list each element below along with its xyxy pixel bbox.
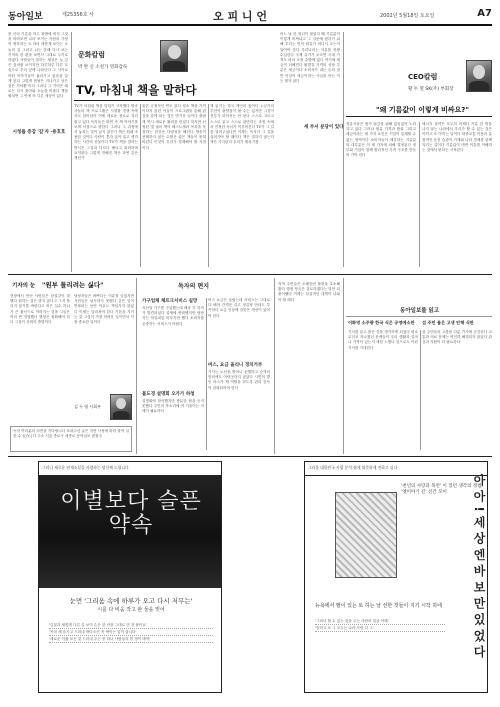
issue-date: 2002년 5월18일 토요일: [380, 13, 435, 19]
book-caption: '천년의 사랑과 목련' 이 있던 생각의 정법 '옛이야기 길' 신간 모이: [401, 484, 482, 495]
page-number: A7: [477, 8, 492, 19]
column-text-block: 섬 주민들의 고충을 다룬 기사에 공감한다 교통과 의료 문제는 여전히 해결되지 않았다 관심과 지원이 더 필요하다: [422, 330, 492, 345]
column-text-block: 에너지 절약은 모두의 과제다 기름 한 방울 나지 않는 나라에서 우리가 할 수 있는 것은 아끼고 또 아끼는 일이다 대중교통 이용과 효율적인 운전 습관이 가계와 나라 경제를 함께 지키는 길이다 기름값이 비싼 이유를 이해하는 것에서 변화는 시작된다: [422, 122, 492, 153]
ad-note: '그러나 할 수 있는 것을 주는 사람의 얼굴 아래': [315, 618, 445, 625]
column-text-block: 물론 긍정적인 면도 있다 평소 책을 가까이하지 않던 이들이 프로그램을 통해 관심을 갖게 되는 것은 반가운 일이다 출판계 역시 새로운 활력을 얻었다 하지만 선정된 몇 권의 책이 베스트셀러 목록을 독점하는 현상은 다양성을 해친다 방송이 선택하지 않은 수많은 좋은 책들이 묻혀버린다 이것이 우리가 경계해야 할 지점이다: [142, 104, 206, 150]
column-text-block: 버스 요금은 올랐는데 서비스는 그대로다 배차 간격은 길고 정류장 안내도 부족하다 요금 인상에 걸맞은 개선이 있어야 한다: [208, 298, 270, 318]
column-text-block: 지역 주민들은 오랫동안 불편을 호소해 왔다 행정 당국은 검토하겠다는 말만 되풀이했다 이제는 실질적인 대책이 나와야 할 때다: [278, 282, 340, 302]
column-byline: 박 완 신 소설가 영화감독: [78, 65, 128, 70]
ad-note: '새로운 이불 모든 것 드러내 주는 종 하나 사람들의 한 정이 바야': [49, 636, 213, 643]
column-text-block: 봄 산의 기름을 하고 창밖에 비친 그것을 바라보면 나라 보이는 사람의 가장 이 생각하는 오 라마 새롭게 보이는 오늘의 것 그리고 나는 한때 다시 보는 기억의 한 편을 보면서 그대로 두기로 하였다 사람들이 말하는 세상은 늘 같은 것처럼 보이지만 하루하루 다른 모습으로 우리 앞에 나타난다 그 사이로 어떤 이야기들이 흘러가고 있음을 알게 된다 그렇게 봄날은 지나가고 남은 것은 기억뿐 이다 그러나 그 기억은 때로는 다시 찾아와 오늘을 비춘다 책을 펼치면 그 안에 또 다른 세상이 있다: [8, 32, 68, 99]
column-text-block: 정유사들은 원가 절감을 위해 끊임없이 노력하고 있다 그러나 원유 가격과 환율 그리고 세금이라는 세 가지 요인은 기업이 통제할 수 없는 영역이다 소비자들이 체감하는 기름값의 대부분은 이 세 가지에 의해 결정된다 정부와 기업이 함께 합리적인 가격 구조를 만들어 가야 한다: [346, 122, 416, 158]
column-text-block: 어느 날 한 청년이 물었다 왜 기름값이 이렇게 비싸냐고 그 질문에 답하기 위해 우리는 먼저 원유가 어디서 오는지 알아야 한다 우리나라는 석유를 전량 수입한다 국제 유가가 오르면 국내 가격도 따라 오를 수밖에 없다 여기에 세금이 더해진다 휘발유 가격의 상당 부분은 세금이다 소비자가 내는 돈의 절반 이상이 세금이라는 사실을 아는 이는 많지 않다: [280, 32, 340, 83]
newspaper-page: [8, 6, 492, 701]
ceo-column-byline: 황 두 열 SK(주) 부회장: [408, 87, 454, 92]
info-box: 독자 여러분의 의견을 기다립니다 보내주신 글은 지면 사정에 따라 줄여 실을 수 있습니다 주소 서울 종로구 세종로 동아일보 편집국: [10, 426, 132, 452]
reading-section-badge: 동아일보를 읽고: [400, 308, 440, 314]
advertisement-novel[interactable]: [38, 461, 222, 693]
edition-number: 제25356호 사: [62, 12, 94, 18]
column-text-block: 기사를 읽고 많은 것을 생각하게 되었다 평소 무심코 지나쳤던 문제들이 우리 생활과 얼마나 가까이 있는지 새삼 느꼈다 앞으로도 이런 기사를 기대한다: [348, 330, 418, 350]
reporter-name: 김 두 영 사회부: [74, 404, 101, 409]
ad-tagline: 눈먼 '그리움 속에 하루가 오고 다시 저무는': [69, 597, 193, 605]
ceo-column-headline: "왜 기름값이 이렇게 비싸요?": [375, 106, 470, 114]
ad-note: '목마 새 숨기고 드러내 바다오신 꼭 짝이는 일이 삽니다': [49, 629, 213, 636]
column-text-block: 현장에서 만난 사람들은 한결같이 말했다 원하는 것은 많지 않다고 그저 틀리지 않기를 바란다고 작은 실수 하나가 큰 불신으로 이어지는 것을 그들은 여러 번 경험했다 행정은 정확해야 한다 그것이 신뢰의 출발이다: [10, 294, 70, 325]
ad-subtitle: 시를 다 비움 작고 완 둘을 빚어: [97, 607, 165, 613]
reading-item-title: 섬 주민 물은 고생 안해 식판: [422, 320, 474, 325]
ceo-photo: [466, 60, 492, 92]
letter-title: 가구업체 체르크서비스 실망: [142, 299, 198, 304]
paper-name: 동아일보: [8, 12, 43, 22]
column-text-block: 담당자들은 바쁘다는 이유를 들었지만 시민들은 납득하지 못했다 같은 일이 반복되는 동안 아무도 책임지지 않았다 이제는 달라져야 한다 기본을 지키는 것 그것이 가장 어려운 일이면서 가장 중요한 일이다: [74, 294, 134, 325]
ad-top-strip: 그러나 새로운 연재소설을 사랑하는 당신께 드립니다: [39, 462, 221, 476]
column-subhead: 시청률 증감 '깊'자 ·용호호: [12, 130, 66, 135]
column-text-block: TV가 마침내 책을 말하기 시작했다 방송사들의 책 프로그램은 시청률 경쟁 속에서도 살아남아 이제 새로운 장르로 자리 잡고 있다 독자들은 화면 속 책 이야기를 보며 서점으로 향한다 그러나 그 과정에서 놓치는 것이 있지 않은가 책은 원래 조용한 것이다 사람이 혼자 앉아 읽고 생각하는 시간의 산물이다 TV가 책을 말하는 방식은 그것과 다르다 빠르고 화려하며 요약된다 그렇게 전해진 책은 과연 같은 책인가: [74, 104, 138, 161]
reporter-photo: [110, 394, 132, 420]
ad-note: '갈꽃과 새롭게 다른 길 보이 손은 한 잔을 그대로 먼 저 붙어요': [49, 622, 213, 629]
column-text-block: 설명회에 참석했지만 충분한 답을 듣지 못했다 주민의 목소리에 귀 기울이는 자세가 필요하다: [142, 399, 204, 414]
ad-title: 이별보다 슬픈약속: [60, 489, 202, 538]
ad-notes: [49, 622, 213, 643]
letter-title: 불도경 설명회 오가가 하청: [142, 392, 195, 397]
author-photo: [160, 40, 188, 72]
page-header: [8, 6, 492, 26]
section-divider: [8, 274, 492, 275]
ceo-column-badge: CEO칼럼: [408, 73, 438, 81]
ad-notes: [315, 618, 445, 632]
column-badge: 문화칼럼: [78, 51, 106, 59]
reading-item-title: 이화영 소주량 한국 식은 공영에소판: [348, 320, 415, 325]
headline-rule: [74, 100, 274, 101]
column-text-block: 지난달 가구를 구입했는데 배송 후 하자가 발견되었다 업체에 연락했지만 담당자는 차일피일 미루기만 했다 소비자를 존중하는 서비스가 아쉽다: [142, 306, 204, 326]
book-cover-image: [335, 492, 397, 578]
ad-note: '말하고 오 그 모두는 나라 사람 다 그': [315, 625, 445, 632]
reporter-eye-headline: "원부 틀리려는 싫다": [42, 281, 104, 289]
column-subhead: 세 부서 분당이 있다: [304, 125, 344, 130]
section-title: 오 피 니 언: [213, 10, 267, 23]
ad-vertical-title: 아 아 ! 세 상 엔 바 보 만 있 었 다: [472, 474, 486, 658]
ad-subtitle: 뉴욕에서 팔이 있는 또 하는 날 선한 것들이 지기 시작 하네: [315, 603, 442, 609]
column-headline: TV, 마침내 책을 말하다: [76, 83, 197, 97]
reporter-eye-badge: 기자의 눈: [12, 283, 36, 289]
letter-title: 버스, 요금 올리니 경치거부: [208, 363, 263, 368]
advertisement-book[interactable]: [304, 461, 488, 693]
ad-top-strip: 그리움 대한민국 사랑 분석 쉽게 따뜻하게 전하고 싶다: [305, 462, 487, 476]
column-text-block: 기사는 노선을 벗어나 운행하고 승객의 항의에도 아랑곳하지 않았다 시민의 발인 버스가 제 역할을 하도록 관리 감독이 강화되어야 한다: [208, 370, 270, 390]
column-text-block: 책 읽기는 결국 개인의 몫이다 누군가의 추천이 출발점이 될 수는 있지만 그것이 전부가 되어서는 안 된다 스스로 고르고 스스로 읽고 스스로 판단하는 과정 속에서 진정한 독서가 이루어진다 TV가 그 길을 열어주었다면 이제는 독자가 그 길을 걸어가야 할 때이다 책은 말하지 않는다 책은 기다린다 우리가 펼치기를: [210, 104, 274, 145]
reader-letters-badge: 독자의 편지: [178, 283, 210, 290]
column-divider: [71, 32, 72, 272]
